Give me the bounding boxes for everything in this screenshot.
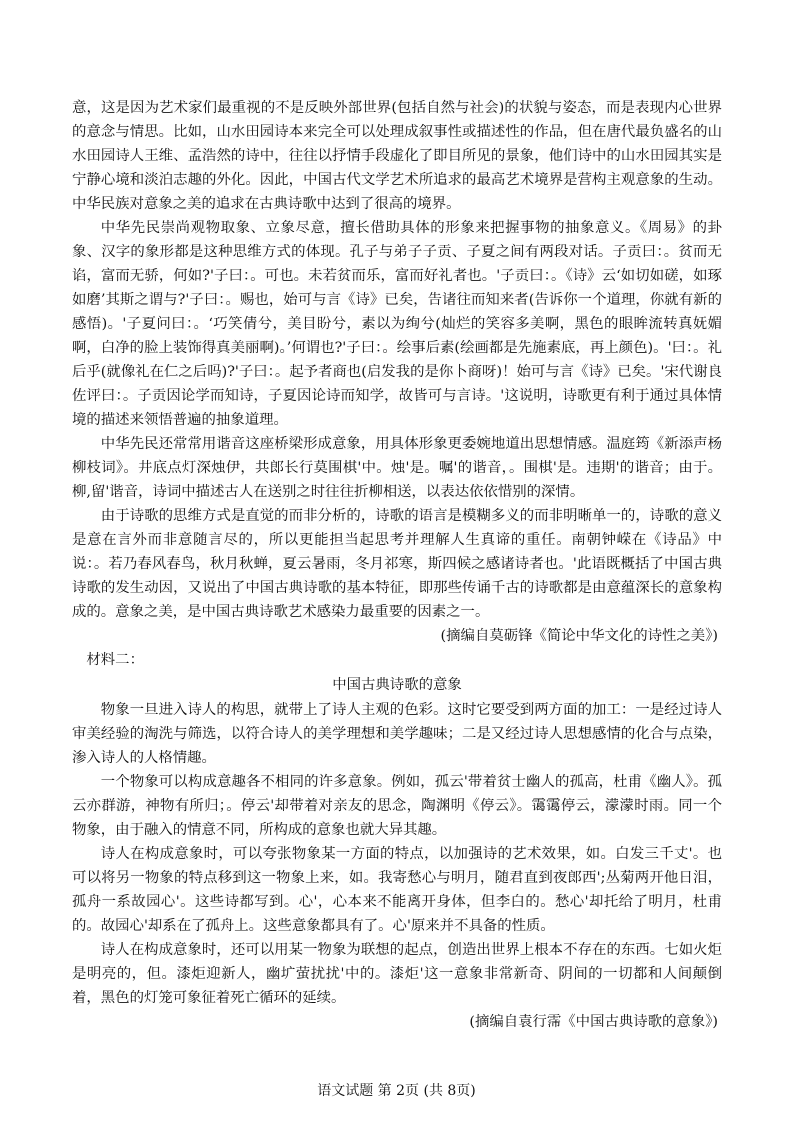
material2-paragraph-2: 一个物象可以构成意趣各不相同的许多意象。例如，孤云'带着贫士幽人的孤高，杜甫《幽人》。孤云亦群游，神物有所归；。停云'却带着对亲友的思念，陶渊明《停云》。霭霭停云，濛濛时雨。同一个物象，由于融入的情意不同，所构成的意象也就大异其趣。 [72, 774, 722, 838]
material2-paragraph-1: 物象一旦进入诗人的构思，就带上了诗人主观的色彩。这时它要受到两方面的加工：一是经过诗人审美经验的淘洗与筛选，以符合诗人的美学理想和美学趣味；二是又经过诗人思想感情的化合与点染，渗入诗人的人格情趣。 [72, 702, 722, 766]
material1-paragraph-3: 中华先民还常常用谐音这座桥梁形成意象，用具体形象更委婉地道出思想情感。温庭筠《新添声杨柳枝词》。井底点灯深烛伊，共郎长行莫围棋'中。烛'是。嘱'的谐音，。围棋'是。违期'的谐音；由于。柳,留'谐音，诗词中描述古人在送别之时往往折柳相送，以表达依依惜别的深情。 [72, 436, 722, 500]
material1-paragraph-1: 意，这是因为艺术家们最重视的不是反映外部世界(包括自然与社会)的状貌与姿态，而是表现内心世界的意念与情思。比如，山水田园诗本来完全可以处理成叙事性或描述性的作品，但在唐代最负盛名的山水田园诗人王维、孟浩然的诗中，往往以抒情手段虚化了即目所见的景象，他们诗中的山水田园其实是宁静心境和淡泊志趣的外化。因此，中国古代文学艺术所追求的最高艺术境界是营构主观意象的生动。中华民族对意象之美的追求在古典诗歌中达到了很高的境界。 [72, 100, 722, 212]
material1-paragraph-2: 中华先民崇尚观物取象、立象尽意，擅长借助具体的形象来把握事物的抽象意义。《周易》的卦象、汉字的象形都是这种思维方式的体现。孔子与弟子子贡、子夏之间有两段对话。子贡曰：。贫而无谄，富而无骄，何如?'子曰：。可也。未若贫而乐，富而好礼者也。'子贡曰：。《诗》云‘如切如磋，如琢如磨’其斯之谓与?'子曰：。赐也，始可与言《诗》已矣，告诸往而知来者(告诉你一个道理，你就有新的感悟)。'子夏问曰：。‘巧笑倩兮，美目盼兮，素以为绚兮(灿烂的笑容多美啊，黑色的眼眸流转真妩媚啊，白净的脸上装饰得真美丽啊)。’何谓也?'子曰：。绘事后素(绘画都是先施素底，再上颜色)。'曰：。礼后乎(就像礼在仁之后吗)?'子曰：。起予者商也(启发我的是你卜商呀)！始可与言《诗》已矣。'宋代谢良佐评曰：。子贡因论学而知诗，子夏因论诗而知学，故皆可与言诗。'这说明，诗歌更有利于通过具体情境的描述来领悟普遍的抽象道理。 [72, 220, 722, 428]
material1-paragraph-4: 由于诗歌的思维方式是直觉的而非分析的，诗歌的语言是模糊多义的而非明晰单一的，诗歌的意义是意在言外而非意随言尽的，所以更能担当起思考并理解人生真谛的重任。南朝钟嵘在《诗品》中说：。若乃春风春鸟，秋月秋蝉，夏云暑雨，冬月祁寒，斯四候之感诸诗者也。'此语既概括了中国古典诗歌的发生动因，又说出了中国古典诗歌的基本特征，即那些传诵千古的诗歌都是由意蕴深长的意象构成的。意象之美，是中国古典诗歌艺术感染力最重要的因素之一。 [72, 508, 722, 620]
material1-source: (摘编自莫砺锋《简论中华文化的诗性之美》) [440, 628, 718, 644]
page-footer: 语文试题 第 2页 (共 8页) [317, 1083, 476, 1099]
material2-source: (摘编自袁行霈《中国古典诗歌的意象》) [469, 1014, 718, 1030]
material2-title: 中国古典诗歌的意象 [332, 677, 462, 693]
document-body [72, 96, 722, 1034]
material2-label: 材料二： [86, 652, 144, 668]
material2-paragraph-4: 诗人在构成意象时，还可以用某一物象为联想的起点，创造出世界上根本不存在的东西。七如火炬是明亮的，但。漆炬迎新人，幽圹萤扰扰'中的。漆炬'这一意象非常新奇、阴间的一切都和人间颠倒着，黑色的灯笼可象征着死亡循环的延续。 [72, 942, 722, 1006]
material2-paragraph-3: 诗人在构成意象时，可以夸张物象某一方面的特点，以加强诗的艺术效果，如。白发三千丈'。也可以将另一物象的特点移到这一物象上来，如。我寄愁心与明月，随君直到夜郎西';丛菊两开他日泪，孤舟一系故园心'。这些诗都写到。心'，心本来不能离开身体，但李白的。愁心'却托给了明月，杜甫的。故园心'却系在了孤舟上。这些意象都具有了。心'原来并不具备的性质。 [72, 846, 722, 934]
